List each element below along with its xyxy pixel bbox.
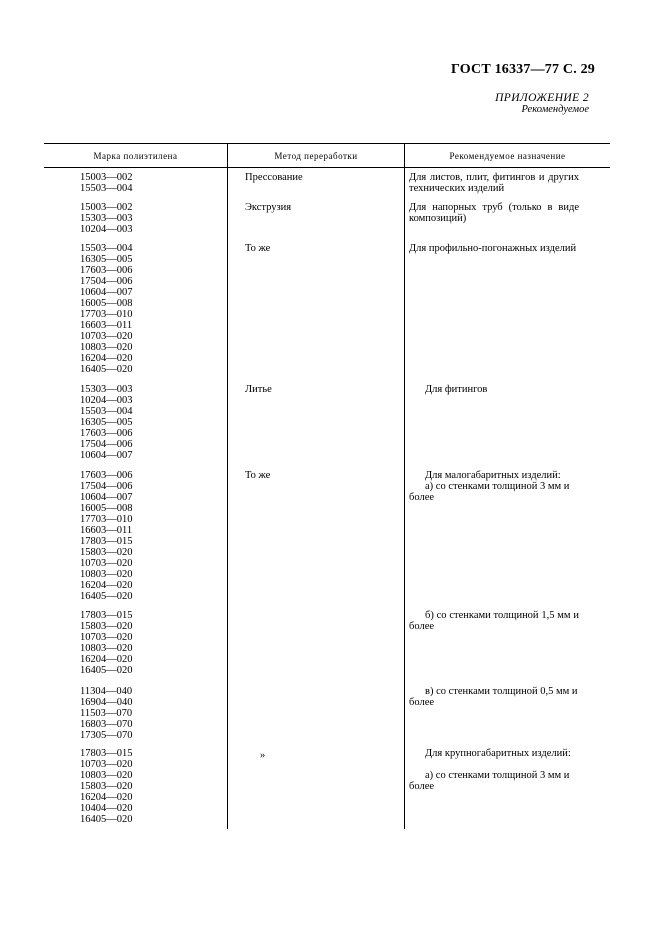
purpose-text: Для листов, плит, фитингов и других технических изделий xyxy=(409,172,579,194)
grade-code: 10703—020 xyxy=(80,558,133,569)
purpose-text: Для малогабаритных изделий: xyxy=(425,470,561,481)
grade-code: 17603—006 xyxy=(80,470,133,481)
grade-code: 15303—003 xyxy=(80,213,133,224)
grade-code: 11503—070 xyxy=(80,708,133,719)
table-top-rule xyxy=(44,143,610,144)
grade-code: 17504—006 xyxy=(80,276,133,287)
grade-code: 10204—003 xyxy=(80,395,133,406)
grade-code: 17504—006 xyxy=(80,439,133,450)
grade-code: 16005—008 xyxy=(80,298,133,309)
grade-code: 15803—020 xyxy=(80,781,133,792)
grade-code: 15503—004 xyxy=(80,183,133,194)
grade-code: 16803—070 xyxy=(80,719,133,730)
grade-code: 17504—006 xyxy=(80,481,133,492)
grade-code: 16904—040 xyxy=(80,697,133,708)
grade-code: 16204—020 xyxy=(80,654,133,665)
grade-code: 16305—005 xyxy=(80,417,133,428)
grade-code: 10703—020 xyxy=(80,632,133,643)
grade-code: 17603—006 xyxy=(80,428,133,439)
grade-code: 10604—007 xyxy=(80,287,133,298)
grade-code: 15803—020 xyxy=(80,547,133,558)
processing-method: То же xyxy=(245,243,271,254)
processing-method: Прессование xyxy=(245,172,303,183)
grade-list xyxy=(80,202,133,235)
grade-code: 15803—020 xyxy=(80,621,133,632)
grade-code: 10803—020 xyxy=(80,342,133,353)
column-divider xyxy=(227,143,228,829)
grade-code: 10604—007 xyxy=(80,492,133,503)
grade-code: 17305—070 xyxy=(80,730,133,741)
grade-code: 17703—010 xyxy=(80,309,133,320)
table-header-rule xyxy=(44,167,610,168)
grade-code: 17703—010 xyxy=(80,514,133,525)
purpose-text: а) со стенками толщиной 3 мм и более xyxy=(409,481,570,503)
processing-method: Литье xyxy=(245,384,272,395)
purpose-text: б) со стенками толщиной 1,5 мм и более xyxy=(409,610,579,632)
grade-code: 17803—015 xyxy=(80,748,133,759)
purpose-text: Для профильно-погонажных изделий xyxy=(409,243,577,254)
processing-method: » xyxy=(260,750,266,761)
appendix-title: ПРИЛОЖЕНИЕ 2 xyxy=(495,92,589,104)
grade-code: 16405—020 xyxy=(80,591,133,602)
grade-code: 15503—004 xyxy=(80,406,133,417)
purpose-text: в) со стенками толщиной 0,5 мм и более xyxy=(409,686,578,708)
column-header-grade: Марка полиэтилена xyxy=(93,151,178,161)
grade-code: 16204—020 xyxy=(80,353,133,364)
column-divider xyxy=(404,143,405,829)
grade-code: 16305—005 xyxy=(80,254,133,265)
column-header-purpose: Рекомендуемое назначение xyxy=(449,151,566,161)
grade-code: 17803—015 xyxy=(80,536,133,547)
grade-code: 10604—007 xyxy=(80,450,133,461)
column-header-method: Метод переработки xyxy=(274,151,358,161)
grade-code: 10803—020 xyxy=(80,770,133,781)
gost-page-number: ГОСТ 16337—77 С. 29 xyxy=(451,62,595,77)
grade-list xyxy=(80,610,133,676)
grade-code: 17603—006 xyxy=(80,265,133,276)
grade-code: 10803—020 xyxy=(80,569,133,580)
processing-method: Экструзия xyxy=(245,202,292,213)
grade-code: 15003—002 xyxy=(80,172,133,183)
appendix-subtitle: Рекомендуемое xyxy=(521,104,589,115)
grade-code: 11304—040 xyxy=(80,686,133,697)
grade-code: 15303—003 xyxy=(80,384,133,395)
page-header xyxy=(451,62,595,78)
purpose-text: Для крупногабаритных изделий: xyxy=(425,748,571,759)
grade-code: 16405—020 xyxy=(80,814,133,825)
grade-list xyxy=(80,748,133,825)
grade-code: 16204—020 xyxy=(80,792,133,803)
grade-code: 10204—003 xyxy=(80,224,133,235)
purpose-text: а) со стенками толщиной 3 мм и более xyxy=(409,770,570,792)
grade-code: 10803—020 xyxy=(80,643,133,654)
grade-code: 16204—020 xyxy=(80,580,133,591)
grade-code: 16405—020 xyxy=(80,665,133,676)
grade-list xyxy=(80,470,133,602)
grade-code: 16405—020 xyxy=(80,364,133,375)
grade-code: 16005—008 xyxy=(80,503,133,514)
purpose-text: Для напорных труб (только в виде композиций) xyxy=(409,202,579,224)
grade-code: 16603—011 xyxy=(80,525,133,536)
purpose-text: Для фитингов xyxy=(425,384,488,395)
grade-code: 16603—011 xyxy=(80,320,133,331)
grade-code: 10404—020 xyxy=(80,803,133,814)
grade-list xyxy=(80,172,133,194)
grade-code: 10703—020 xyxy=(80,331,133,342)
grade-list xyxy=(80,384,133,461)
appendix-heading xyxy=(495,92,589,115)
grade-code: 15503—004 xyxy=(80,243,133,254)
grade-code: 10703—020 xyxy=(80,759,133,770)
grade-list xyxy=(80,686,133,741)
grade-list xyxy=(80,243,133,375)
grade-code: 17803—015 xyxy=(80,610,133,621)
grade-code: 15003—002 xyxy=(80,202,133,213)
processing-method: То же xyxy=(245,470,271,481)
